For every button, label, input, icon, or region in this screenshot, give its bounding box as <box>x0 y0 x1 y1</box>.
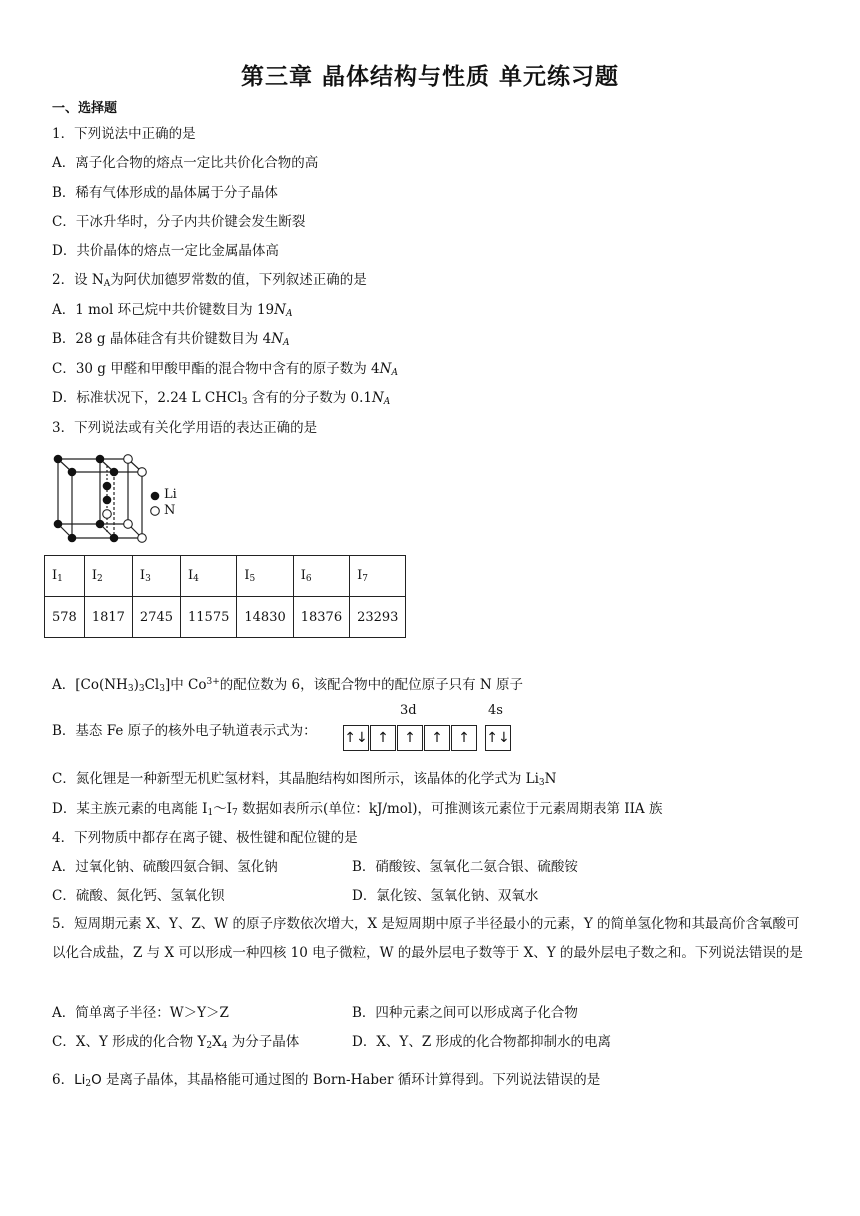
q5-stem: 5．短周期元素 X、Y、Z、W 的原子序数依次增大，X 是短周期中原子半径最小的元素，Y 的简单氢化物和其最高价含氧酸可以化合成盐，Z 与 X 可以形成一种四核 10 电子微粒，W 的最外层电子数等于 X、Y 的最外层电子数之和。下列说法错误的是 <box>52 916 803 961</box>
li-atom-icon <box>68 468 77 477</box>
section-heading: 一、选择题 <box>52 101 118 116</box>
n-atom-icon <box>103 510 112 519</box>
q1-option-d: D．共价晶体的熔点一定比金属晶体高 <box>52 243 279 259</box>
q5-option-c: C．X、Y 形成的化合物 $Y_2X_4$ 为分子晶体 <box>52 1034 300 1051</box>
header-cell: $I_4$ <box>181 556 237 597</box>
li-atom-icon <box>110 468 119 477</box>
n-atom-icon <box>124 520 133 529</box>
q3-stem: 3．下列说法或有关化学用语的表达正确的是 <box>52 420 318 436</box>
orbital-box-up-down-icon: ↑↓ <box>343 725 369 751</box>
legend-n-dot <box>151 507 160 516</box>
value-cell: 578 <box>45 597 85 638</box>
orbital-box-up-icon: ↑ <box>424 725 450 751</box>
q3-option-c: C．氮化锂是一种新型无机贮氢材料，其晶胞结构如图所示，该晶体的化学式为 $Li_3N$ <box>52 771 557 788</box>
q1-option-a: A．离子化合物的熔点一定比共价化合物的高 <box>52 155 319 171</box>
q2-option-c: C．30 g 甲醛和甲酸甲酯的混合物中含有的原子数为 $4N_A$ <box>52 361 398 378</box>
q2-option-d: D．标准状况下，2.24 L CHCl$_3$ 含有的分子数为 $0.1N_A$ <box>52 390 391 407</box>
q4-stem: 4．下列物质中都存在离子键、极性键和配位键的是 <box>52 830 358 846</box>
q1-option-b: B．稀有气体形成的晶体属于分子晶体 <box>52 185 278 201</box>
q5-option-b: B．四种元素之间可以形成离子化合物 <box>352 1005 578 1021</box>
value-cell: 2745 <box>132 597 180 638</box>
page-title: 第三章 晶体结构与性质 单元练习题 <box>240 64 619 90</box>
q4-option-d: D．氯化铵、氢氧化钠、双氧水 <box>352 888 539 904</box>
li-atom-icon <box>103 482 112 491</box>
li-atom-icon <box>103 496 112 505</box>
q3-option-b: B．基态 Fe 原子的核外电子轨道表示式为： <box>52 723 317 739</box>
li-atom-icon <box>54 455 63 464</box>
header-cell: $I_7$ <box>350 556 406 597</box>
orbital-label-4s: 4s <box>488 703 503 718</box>
table-row <box>45 597 406 638</box>
header-cell: $I_3$ <box>132 556 180 597</box>
q5-option-d: D．X、Y、Z 形成的化合物都抑制水的电离 <box>352 1034 612 1050</box>
q3-option-d: D．某主族元素的电离能 $I_1\sim I_7$ 数据如表所示(单位：kJ/mol)，可推测该元素位于元素周期表第 IIA 族 <box>52 801 663 818</box>
header-cell: $I_1$ <box>45 556 85 597</box>
value-cell: 1817 <box>84 597 132 638</box>
li-atom-icon <box>110 534 119 543</box>
q1-option-c: C．干冰升华时，分子内共价键会发生断裂 <box>52 214 306 230</box>
orbital-box-up-icon: ↑ <box>397 725 423 751</box>
table-header-row <box>45 556 406 597</box>
q5-option-a: A．简单离子半径：W＞Y＞Z <box>52 1005 229 1021</box>
orbital-box-up-icon: ↑ <box>370 725 396 751</box>
value-cell: 23293 <box>350 597 406 638</box>
ionization-energy-table <box>44 555 406 638</box>
orbital-box-up-down-icon: ↑↓ <box>485 725 511 751</box>
header-cell: $I_6$ <box>293 556 349 597</box>
li-atom-icon <box>54 520 63 529</box>
q3-option-a: A．$[Co(NH_3)_3Cl_3]$中 $Co^{3+}$的配位数为 6，该配合物中的配位原子只有 N 原子 <box>52 677 524 694</box>
value-cell: 18376 <box>293 597 349 638</box>
li-atom-icon <box>96 520 105 529</box>
q2-option-a: A．1 mol 环己烷中共价键数目为 $19N_A$ <box>52 302 293 319</box>
q6-stem: 6．$Li_2O$ 是离子晶体，其晶格能可通过图的 Born-Haber 循环计算得到。下列说法错误的是 <box>52 1072 601 1089</box>
q2-stem: 2．设 $N_A$为阿伏加德罗常数的值，下列叙述正确的是 <box>52 272 367 289</box>
header-cell: $I_2$ <box>84 556 132 597</box>
q4-option-a: A．过氧化钠、硫酸四氨合铜、氢化钠 <box>52 859 278 875</box>
n-atom-icon <box>138 534 147 543</box>
value-cell: 14830 <box>237 597 293 638</box>
q4-option-c: C．硫酸、氮化钙、氢氧化钡 <box>52 888 225 904</box>
orbital-box-up-icon: ↑ <box>451 725 477 751</box>
legend-n-label: N <box>164 503 176 518</box>
legend-li-dot <box>151 492 160 501</box>
header-cell: $I_5$ <box>237 556 293 597</box>
li-atom-icon <box>68 534 77 543</box>
value-cell: 11575 <box>181 597 237 638</box>
orbital-label-3d: 3d <box>400 703 417 718</box>
n-atom-icon <box>124 455 133 464</box>
q1-stem: 1．下列说法中正确的是 <box>52 126 196 142</box>
li-atom-icon <box>96 455 105 464</box>
n-atom-icon <box>138 468 147 477</box>
q4-option-b: B．硝酸铵、氢氧化二氨合银、硫酸铵 <box>352 859 578 875</box>
q2-option-b: B．28 g 晶体硅含有共价键数目为 $4N_A$ <box>52 331 290 348</box>
legend-li-label: Li <box>164 487 177 502</box>
